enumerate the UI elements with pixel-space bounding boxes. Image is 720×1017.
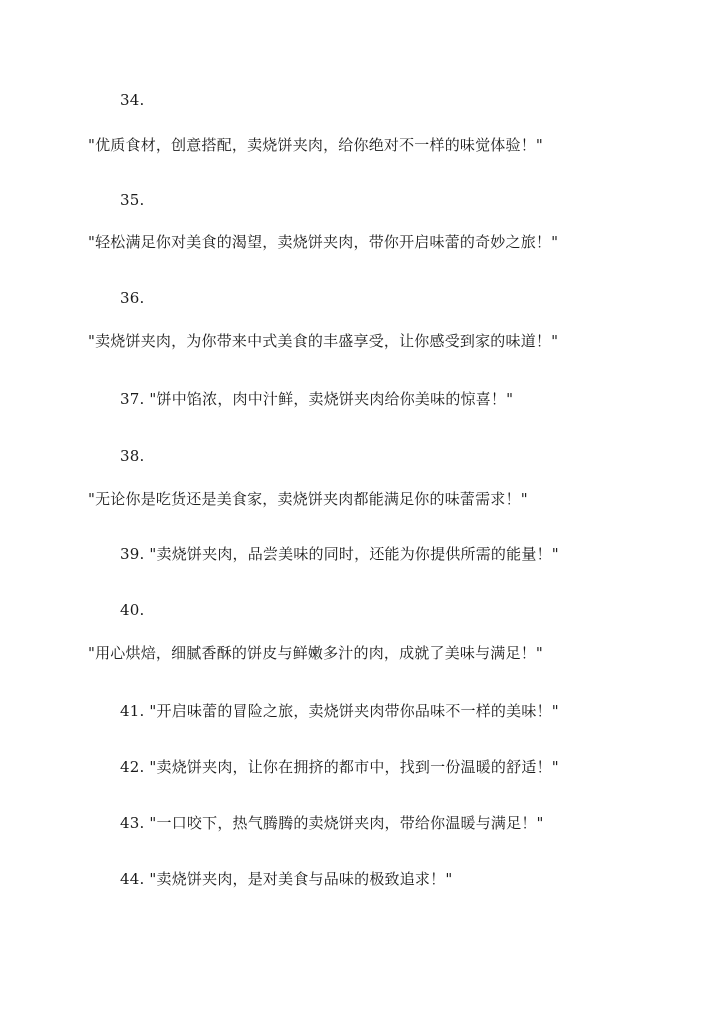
list-number-34: 34. [120, 91, 145, 109]
slogan-item-39: 39. "卖烧饼夹肉，品尝美味的同时，还能为你提供所需的能量！" [120, 545, 559, 563]
list-number-38: 38. [120, 447, 145, 465]
slogan-text: "无论你是吃货还是美食家，卖烧饼夹肉都能满足你的味蕾需求！" [88, 490, 528, 508]
list-number-35: 35. [120, 191, 145, 209]
slogan-text: "卖烧饼夹肉，为你带来中式美食的丰盛享受，让你感受到家的味道！" [88, 332, 559, 350]
list-number-36: 36. [120, 289, 145, 307]
slogan-text: "轻松满足你对美食的渴望，卖烧饼夹肉，带你开启味蕾的奇妙之旅！" [88, 233, 559, 251]
slogan-item-44: 44. "卖烧饼夹肉，是对美食与品味的极致追求！" [120, 870, 453, 888]
slogan-item-37: 37. "饼中馅浓，肉中汁鲜，卖烧饼夹肉给你美味的惊喜！" [120, 390, 514, 408]
slogan-item-42: 42. "卖烧饼夹肉，让你在拥挤的都市中，找到一份温暖的舒适！" [120, 758, 559, 776]
slogan-item-41: 41. "开启味蕾的冒险之旅，卖烧饼夹肉带你品味不一样的美味！" [120, 702, 559, 720]
slogan-text: "优质食材，创意搭配，卖烧饼夹肉，给你绝对不一样的味觉体验！" [88, 136, 544, 154]
slogan-text: "用心烘焙，细腻香酥的饼皮与鲜嫩多汁的肉，成就了美味与满足！" [88, 644, 544, 662]
list-number-40: 40. [120, 601, 145, 619]
slogan-item-43: 43. "一口咬下，热气腾腾的卖烧饼夹肉，带给你温暖与满足！" [120, 814, 544, 832]
